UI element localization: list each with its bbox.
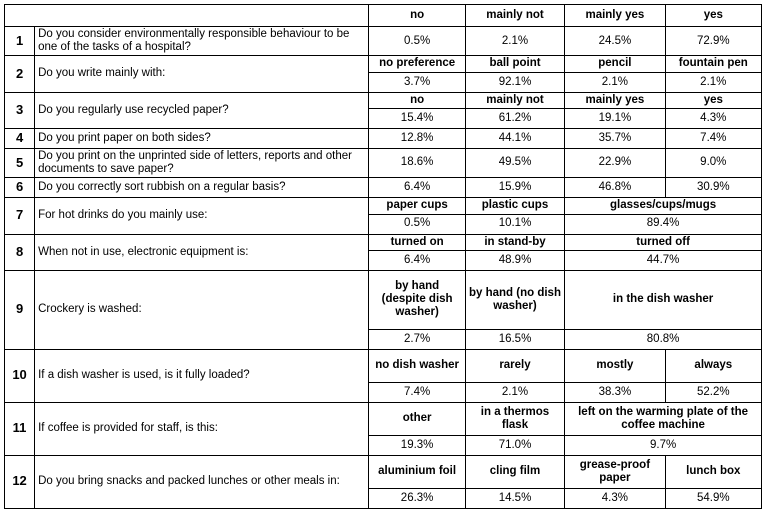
header-col-mainly-yes: mainly yes <box>565 5 665 27</box>
row-value: 2.1% <box>465 382 564 402</box>
row-value: 16.5% <box>465 329 564 349</box>
row-number: 11 <box>5 402 35 455</box>
row-number: 5 <box>5 148 35 177</box>
row-option: rarely <box>465 349 564 382</box>
row-question: Do you print paper on both sides? <box>35 128 369 148</box>
row-value: 24.5% <box>565 27 665 56</box>
row-question: Do you bring snacks and packed lunches or other meals in: <box>35 455 369 508</box>
row-question: Crockery is washed: <box>35 270 369 349</box>
row-option: always <box>665 349 761 382</box>
table-row <box>5 92 762 108</box>
table-row <box>5 455 762 488</box>
row-option: other <box>369 402 465 435</box>
row-value: 0.5% <box>369 27 465 56</box>
row-option: mainly yes <box>565 92 665 108</box>
row-option: no <box>369 92 465 108</box>
row-value: 9.7% <box>565 435 762 455</box>
row-option: in stand-by <box>465 234 564 250</box>
row-number: 6 <box>5 178 35 198</box>
row-value: 2.1% <box>465 27 564 56</box>
row-value: 4.3% <box>665 108 761 128</box>
row-value: 3.7% <box>369 72 465 92</box>
row-number: 3 <box>5 92 35 128</box>
survey-results-table <box>4 4 762 509</box>
row-value: 38.3% <box>565 382 665 402</box>
row-value: 9.0% <box>665 148 761 177</box>
row-question: If a dish washer is used, is it fully loaded? <box>35 349 369 402</box>
row-value: 14.5% <box>465 488 564 508</box>
row-value: 7.4% <box>665 128 761 148</box>
row-value: 7.4% <box>369 382 465 402</box>
header-blank <box>5 5 369 27</box>
row-number: 2 <box>5 56 35 92</box>
row-value: 6.4% <box>369 250 465 270</box>
row-value: 48.9% <box>465 250 564 270</box>
row-question: When not in use, electronic equipment is: <box>35 234 369 270</box>
row-option: turned on <box>369 234 465 250</box>
row-option: in a thermos flask <box>465 402 564 435</box>
header-col-no: no <box>369 5 465 27</box>
row-question: Do you write mainly with: <box>35 56 369 92</box>
row-value: 92.1% <box>465 72 564 92</box>
row-value: 30.9% <box>665 178 761 198</box>
row-option: lunch box <box>665 455 761 488</box>
header-col-yes: yes <box>665 5 761 27</box>
table-row <box>5 27 762 56</box>
row-value: 72.9% <box>665 27 761 56</box>
row-value: 15.9% <box>465 178 564 198</box>
row-option: mostly <box>565 349 665 382</box>
row-number: 8 <box>5 234 35 270</box>
row-question: Do you correctly sort rubbish on a regular basis? <box>35 178 369 198</box>
row-option: by hand (despite dish washer) <box>369 270 465 329</box>
table-row <box>5 234 762 250</box>
row-number: 9 <box>5 270 35 349</box>
row-value: 0.5% <box>369 214 465 234</box>
row-value: 61.2% <box>465 108 564 128</box>
row-value: 71.0% <box>465 435 564 455</box>
row-option: in the dish washer <box>565 270 762 329</box>
row-option: pencil <box>565 56 665 72</box>
row-question: Do you regularly use recycled paper? <box>35 92 369 128</box>
row-option: grease-proof paper <box>565 455 665 488</box>
table-row <box>5 198 762 214</box>
row-option: left on the warming plate of the coffee machine <box>565 402 762 435</box>
row-number: 12 <box>5 455 35 508</box>
row-option: paper cups <box>369 198 465 214</box>
row-value: 18.6% <box>369 148 465 177</box>
row-value: 26.3% <box>369 488 465 508</box>
row-option: yes <box>665 92 761 108</box>
row-number: 10 <box>5 349 35 402</box>
row-value: 4.3% <box>565 488 665 508</box>
row-value: 35.7% <box>565 128 665 148</box>
row-option: glasses/cups/mugs <box>565 198 762 214</box>
row-value: 46.8% <box>565 178 665 198</box>
row-option: fountain pen <box>665 56 761 72</box>
row-option: cling film <box>465 455 564 488</box>
row-value: 6.4% <box>369 178 465 198</box>
row-question: Do you consider environmentally responsible behaviour to be one of the tasks of a hospital? <box>35 27 369 56</box>
row-question: If coffee is provided for staff, is this: <box>35 402 369 455</box>
row-option: turned off <box>565 234 762 250</box>
row-value: 89.4% <box>565 214 762 234</box>
row-option: no preference <box>369 56 465 72</box>
row-value: 15.4% <box>369 108 465 128</box>
row-option: by hand (no dish washer) <box>465 270 564 329</box>
row-question: For hot drinks do you mainly use: <box>35 198 369 234</box>
row-value: 54.9% <box>665 488 761 508</box>
table-row <box>5 349 762 382</box>
row-value: 19.3% <box>369 435 465 455</box>
row-value: 10.1% <box>465 214 564 234</box>
row-question: Do you print on the unprinted side of letters, reports and other documents to save paper? <box>35 148 369 177</box>
table-header-row <box>5 5 762 27</box>
row-number: 7 <box>5 198 35 234</box>
table-row <box>5 270 762 329</box>
row-option: mainly not <box>465 92 564 108</box>
row-option: ball point <box>465 56 564 72</box>
row-number: 1 <box>5 27 35 56</box>
row-number: 4 <box>5 128 35 148</box>
row-value: 49.5% <box>465 148 564 177</box>
row-value: 2.7% <box>369 329 465 349</box>
row-value: 80.8% <box>565 329 762 349</box>
row-value: 2.1% <box>665 72 761 92</box>
row-value: 2.1% <box>565 72 665 92</box>
table-row <box>5 128 762 148</box>
row-option: aluminium foil <box>369 455 465 488</box>
table-row <box>5 148 762 177</box>
row-value: 44.1% <box>465 128 564 148</box>
table-row <box>5 178 762 198</box>
table-row <box>5 402 762 435</box>
row-option: plastic cups <box>465 198 564 214</box>
row-value: 19.1% <box>565 108 665 128</box>
row-value: 52.2% <box>665 382 761 402</box>
row-value: 12.8% <box>369 128 465 148</box>
row-value: 22.9% <box>565 148 665 177</box>
header-col-mainly-not: mainly not <box>465 5 564 27</box>
row-value: 44.7% <box>565 250 762 270</box>
row-option: no dish washer <box>369 349 465 382</box>
table-row <box>5 56 762 72</box>
